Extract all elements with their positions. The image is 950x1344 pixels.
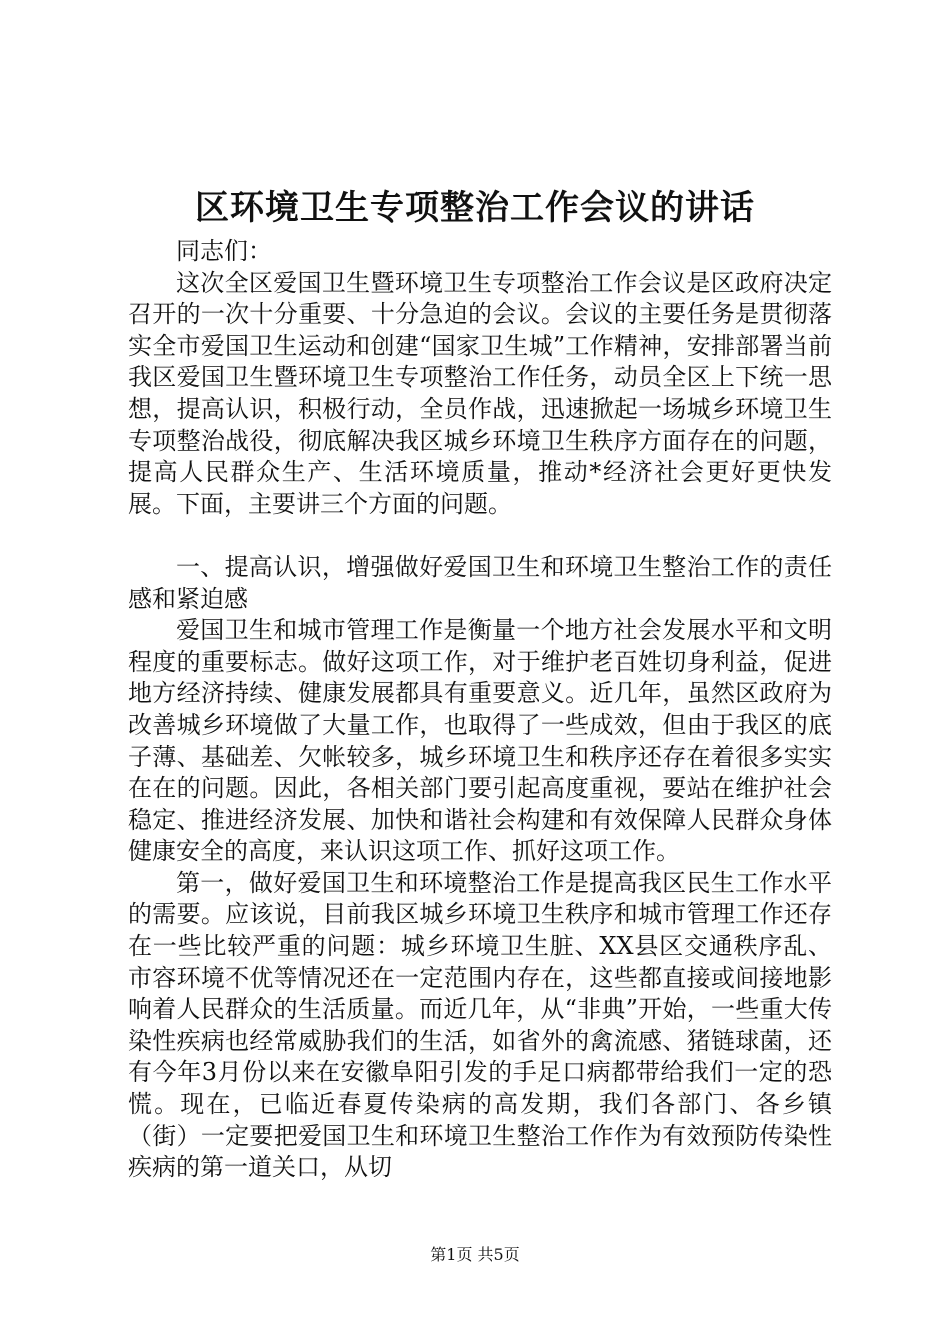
paragraph-section-1: 爱国卫生和城市管理工作是衡量一个地方社会发展水平和文明程度的重要标志。做好这项工作，对于维护老百姓切身利益，促进地方经济持续、健康发展都具有重要意义。近几年，虽然区政府为改善城乡环境做了大量工作，也取得了一些成效，但由于我区的底子薄、基础差、欠帐较多，城乡环境卫生和秩序还存在着很多实实在在的问题。因此，各相关部门要引起高度重视，要站在维护社会稳定、推进经济发展、加快和谐社会构建和有效保障人民群众身体健康安全的高度，来认识这项工作、抓好这项工作。: [128, 616, 832, 866]
salutation: 同志们：: [176, 237, 272, 265]
section-heading-1: 一、提高认识，增强做好爱国卫生和环境卫生整治工作的责任感和紧迫感: [128, 552, 832, 613]
document-title: 区环境卫生专项整治工作会议的讲话: [195, 188, 755, 228]
paragraph-intro: 这次全区爱国卫生暨环境卫生专项整治工作会议是区政府决定召开的一次十分重要、十分急迫的会议。会议的主要任务是贯彻落实全市爱国卫生运动和创建“国家卫生城”工作精神，安排部署当前我区爱国卫生暨环境卫生专项整治工作任务，动员全区上下统一思想，提高认识，积极行动，全员作战，迅速掀起一场城乡环境卫生专项整治战役，彻底解决我区城乡环境卫生秩序方面存在的问题，提高人民群众生产、生活环境质量，推动*经济社会更好更快发展。下面，主要讲三个方面的问题。: [128, 268, 832, 518]
document-body: [128, 236, 832, 1184]
page-number: 第1页 共5页: [430, 1245, 520, 1264]
paragraph-point-1: 第一，做好爱国卫生和环境整治工作是提高我区民生工作水平的需要。应该说，目前我区城乡环境卫生秩序和城市管理工作还存在一些比较严重的问题：城乡环境卫生脏、XX县区交通秩序乱、市容环境不优等情况还在一定范围内存在，这些都直接或间接地影响着人民群众的生活质量。而近几年，从“非典”开始，一些重大传染性疾病也经常威胁我们的生活，如省外的禽流感、猪链球菌，还有今年3月份以来在安徽阜阳引发的手足口病都带给我们一定的恐慌。现在，已临近春夏传染病的高发期，我们各部门、各乡镇（街）一定要把爱国卫生和环境卫生整治工作作为有效预防传染性疾病的第一道关口，从切: [128, 868, 832, 1182]
